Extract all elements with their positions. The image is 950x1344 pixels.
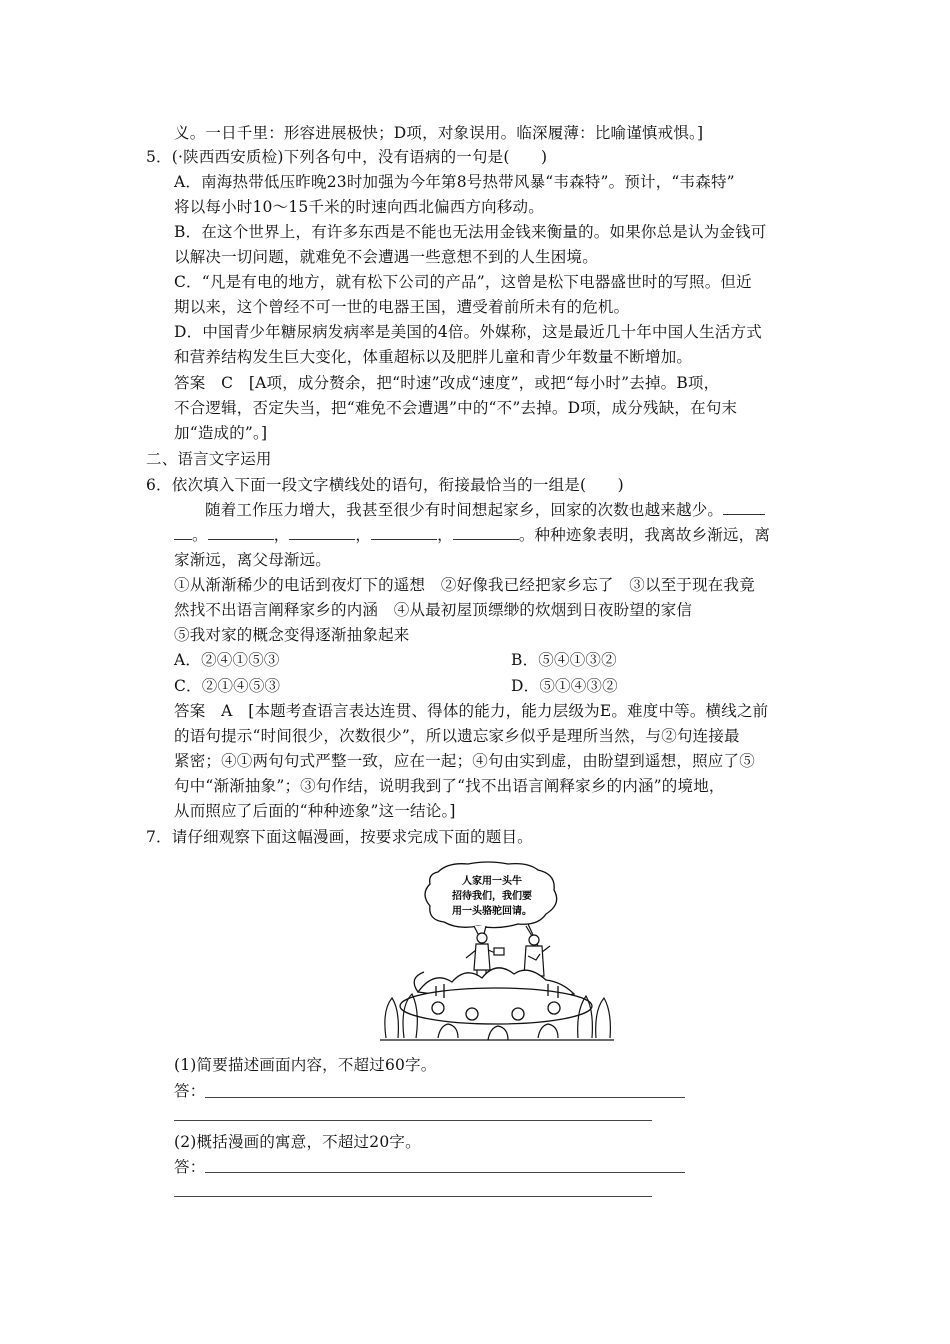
question-6-stem: 6．依次填入下面一段文字横线处的语句，衔接最恰当的一组是( ) [146,476,624,494]
q5-option-b-line2: 以解决一切问题，就难免不会遭遇一些意想不到的人生困境。 [174,248,598,266]
prev-answer-tail: 义。一日千里：形容进展极快；D项，对象误用。临深履薄：比喻谨慎戒惧。] [174,124,704,142]
fill-blank-1b[interactable] [174,525,192,540]
section-2-heading: 二、语言文字运用 [146,450,272,468]
q6-passage-line2: 。 ， ， ， 。种种迹象表明，我离故乡渐远，离 [174,525,770,545]
q6-option-c: C．②①④⑤③ [174,677,281,695]
q5-option-a-line1: A．南海热带低压昨晚23时加强为今年第8号热带风暴“韦森特”。预计，“韦森特” [174,173,735,191]
bubble-text-3: 用一头骆驼回请。 [452,906,532,917]
speech-bubble [425,862,557,946]
q7-subquestion-2: (2)概括漫画的寓意，不超过20字。 [174,1133,421,1151]
q5-answer-line3: 加“造成的”。] [174,424,268,442]
answer-1-line-2[interactable] [174,1120,652,1121]
fill-blank-3[interactable] [289,525,355,540]
q6-answer-line3: 紧密；④①两句句式严整一致，应在一起；④句由实到虚，由盼望到遥想，照应了⑤ [174,752,755,770]
q6-sentences-line1: ①从渐渐稀少的电话到夜灯下的遥想 ②好像我已经把家乡忘了 ③以至于现在我竟 [174,576,755,594]
q6-passage-tail: 。种种迹象表明，我离故乡渐远，离 [518,526,771,544]
q5-option-a-line2: 将以每小时10～15千米的时速向西北偏西方向移动。 [174,198,544,216]
fill-blank-5[interactable] [453,525,519,540]
q5-option-d-line2: 和营养结构发生巨大变化，体重超标以及肥胖儿童和青少年数量不断增加。 [174,348,693,366]
q5-option-b-line1: B．在这个世界上，有许多东西是不能也无法用金钱来衡量的。如果你总是认为金钱可 [174,223,767,241]
fill-blank-1a[interactable] [723,500,765,515]
q5-option-c-line2: 期以来，这个曾经不可一世的电器王国，遭受着前所未有的危机。 [174,298,630,316]
q6-passage-line1 [205,500,765,520]
bubble-text-1: 人家用一头牛 [462,876,522,887]
q6-passage-text: 随着工作压力增大，我甚至很少有时间想起家乡，回家的次数也越来越少。 [205,501,724,519]
fill-blank-4[interactable] [371,525,437,540]
q5-answer-line2: 不合逻辑，否定失当，把“难免不会遭遇”中的“不”去掉。D项，成分残缺，在句末 [174,399,738,417]
q6-option-b: B．⑤④①③② [511,651,617,669]
q6-answer-line4: 句中“渐渐抽象”；③句作结，说明我到了“找不出语言阐释家乡的内涵”的境地， [174,777,725,795]
q5-option-d-line1: D．中国青少年糖尿病发病率是美国的4倍。外媒称，这是最近几十年中国人生活方式 [174,323,762,341]
q6-answer-line5: 从而照应了后面的“种种迹象”这一结论。] [174,802,456,820]
q6-passage-line3: 家渐远，离父母渐远。 [174,551,332,569]
q7-subquestion-1: (1)简要描述画面内容，不超过60字。 [174,1056,437,1074]
question-5-stem: 5．(·陕西西安质检)下列各句中，没有语病的一句是( ) [146,148,548,166]
q7-answer-2-label: 答： [174,1158,206,1176]
answer-2-line-2[interactable] [174,1196,652,1197]
q7-answer-1-label: 答： [174,1082,206,1100]
fill-blank-2[interactable] [208,525,274,540]
q6-answer-line1: 答案 A [本题考查语言表达连贯、得体的能力，能力层级为E。难度中等。横线之前 [174,702,769,720]
q6-option-d: D．⑤①④③② [511,677,618,695]
q6-answer-line2: 的语句提示“时间很少，次数很少”，所以遗忘家乡似乎是理所当然，与②句连接最 [174,727,740,745]
q5-answer-line1: 答案 C [A项，成分赘余，把“时速”改成“速度”，或把“每小时”去掉。B项， [174,374,720,392]
question-7-stem: 7．请仔细观察下面这幅漫画，按要求完成下面的题目。 [146,828,533,846]
answer-1-line-1[interactable] [205,1097,685,1098]
q6-sentences-line3: ⑤我对家的概念变得逐渐抽象起来 [174,626,410,644]
q6-option-a: A．②④①⑤③ [174,651,280,669]
answer-2-line-1[interactable] [205,1172,685,1173]
q5-option-c-line1: C．“凡是有电的地方，就有松下公司的产品”，这曾是松下电器盛世时的写照。但近 [174,273,752,291]
q6-sentences-line2: 然找不出语言阐释家乡的内涵 ④从最初屋顶缥缈的炊烟到日夜盼望的家信 [174,601,693,619]
cartoon-illustration [378,860,616,1042]
bubble-text-2: 招待我们，我们要 [452,891,532,902]
